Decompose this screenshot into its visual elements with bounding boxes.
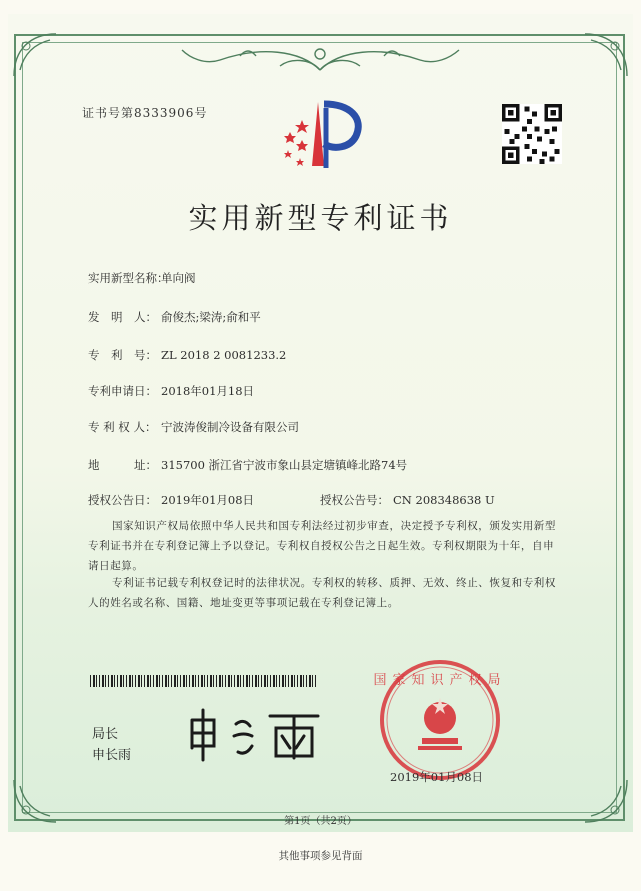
field-grant-info bbox=[88, 492, 254, 508]
field-label: 专 利 权 人： bbox=[88, 420, 157, 434]
qr-code-icon bbox=[502, 104, 562, 164]
field-value: 俞俊杰;梁涛;俞和平 bbox=[161, 310, 261, 324]
field-label: 专利申请日： bbox=[88, 384, 157, 398]
patent-office-logo-icon bbox=[272, 96, 372, 176]
field-application-date bbox=[88, 383, 254, 399]
grant-number-label: 授权公告号： bbox=[320, 493, 389, 507]
grant-number-value: CN 208348638 U bbox=[393, 493, 495, 507]
field-address bbox=[88, 457, 407, 473]
field-value: 单向阀 bbox=[161, 271, 196, 285]
field-value: 2018年01月18日 bbox=[161, 384, 255, 398]
certificate-serial: 证书号第8333906号 bbox=[82, 106, 208, 120]
field-patent-number bbox=[88, 347, 286, 363]
field-label: 地 址： bbox=[88, 458, 157, 472]
seal-date: 2019年01月08日 bbox=[390, 770, 484, 784]
corner-ornament-icon bbox=[581, 30, 631, 80]
barcode-icon bbox=[90, 675, 316, 687]
official-seal-icon bbox=[372, 658, 508, 786]
certificate-paragraph-2: 专利证书记载专利权登记时的法律状况。专利权的转移、质押、无效、终止、恢复和专利权人的姓名或名称、国籍、地址变更等事项记载在专利登记簿上。 bbox=[88, 577, 556, 609]
page-number: 第1页（共2页） bbox=[284, 816, 357, 827]
corner-ornament-icon bbox=[10, 30, 60, 80]
seal-text: 国家知识产权局 bbox=[373, 673, 507, 688]
signatory-title: 局长 bbox=[92, 727, 119, 742]
field-patentee bbox=[88, 419, 299, 435]
field-utility-model-name bbox=[88, 270, 196, 286]
certificate-title: 实用新型专利证书 bbox=[188, 201, 453, 235]
field-inventors bbox=[88, 309, 261, 325]
handwritten-signature-icon bbox=[178, 706, 328, 762]
grant-date-label: 授权公告日： bbox=[88, 493, 157, 507]
signatory-name: 申长雨 bbox=[92, 748, 132, 763]
field-value: ZL 2018 2 0081233.2 bbox=[161, 348, 287, 362]
field-label: 实用新型名称： bbox=[88, 271, 169, 285]
footer-note: 其他事项参见背面 bbox=[278, 850, 363, 862]
grant-date-value: 2019年01月08日 bbox=[161, 493, 255, 507]
field-value: 宁波涛俊制冷设备有限公司 bbox=[161, 420, 299, 434]
certificate-paragraph-1: 国家知识产权局依照中华人民共和国专利法经过初步审查，决定授予专利权，颁发实用新型专利证书并在专利登记簿上予以登记。专利权自授权公告之日起生效。专利权期限为十年，自申请日起算。 bbox=[88, 520, 556, 572]
field-value: 315700 浙江省宁波市象山县定塘镇峰北路74号 bbox=[161, 458, 408, 472]
field-label: 专 利 号： bbox=[88, 348, 157, 362]
field-label: 发 明 人： bbox=[88, 310, 157, 324]
field-grant-number bbox=[320, 492, 495, 508]
